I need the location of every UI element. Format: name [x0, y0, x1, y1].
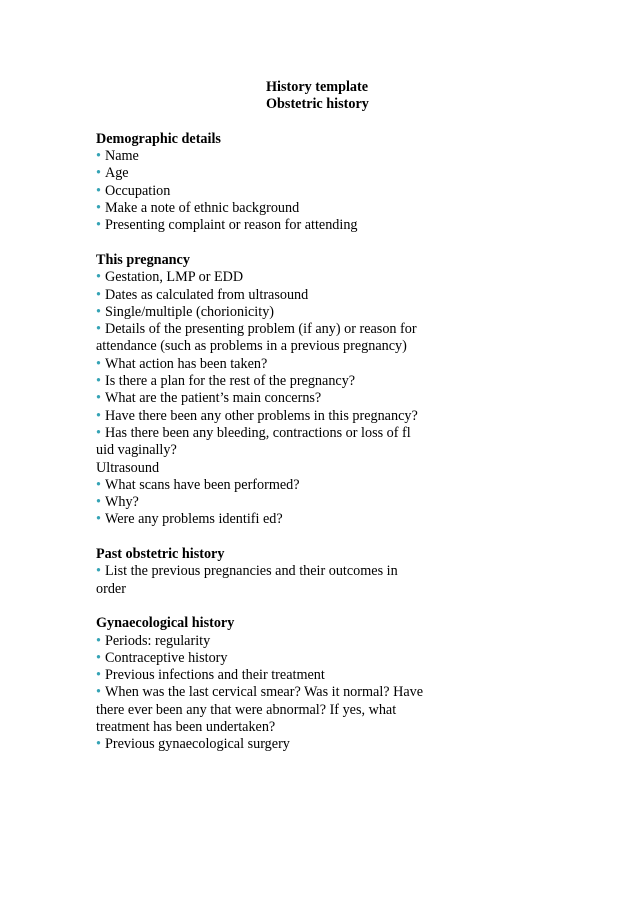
list-item — [96, 356, 426, 373]
bullet-icon: • — [96, 269, 101, 286]
list-item-text: Has there been any bleeding, contractions or loss of fl uid vaginally? — [96, 424, 411, 459]
list-item-text: List the previous pregnancies and their outcomes in order — [96, 563, 398, 597]
bullet-icon: • — [96, 165, 101, 182]
bullet-icon: • — [96, 182, 101, 199]
list-item — [96, 477, 426, 494]
sections-container — [96, 131, 426, 754]
bullet-icon: • — [96, 373, 101, 390]
bullet-icon: • — [96, 217, 101, 234]
section-heading: Gynaecological history — [96, 615, 235, 632]
list-item-text: Name — [104, 148, 139, 165]
bullet-icon: • — [96, 649, 101, 666]
list-item-text: What scans have been performed? — [104, 476, 300, 493]
section-demographic-details — [96, 131, 426, 235]
subheading — [96, 460, 426, 477]
list-item-text: When was the last cervical smear? Was it normal? Have there ever been any that were abnormal? If yes, what treatment has been undertaken? — [96, 684, 424, 735]
bullet-icon: • — [96, 476, 101, 493]
bullet-icon: • — [96, 684, 101, 701]
list-item — [96, 650, 426, 667]
list-item — [96, 148, 426, 165]
bullet-icon: • — [96, 303, 101, 320]
bullet-icon: • — [96, 736, 101, 753]
list-item — [96, 165, 426, 182]
list-item-text: What action has been taken? — [104, 355, 268, 372]
list-item — [96, 736, 426, 753]
list-item — [96, 287, 426, 304]
list-item — [96, 408, 426, 425]
bullet-icon: • — [96, 424, 101, 441]
list-item — [96, 200, 426, 217]
list-item — [96, 390, 426, 407]
list-item — [96, 373, 426, 390]
list-item-text: Age — [104, 165, 129, 182]
list-item-text: Gestation, LMP or EDD — [104, 269, 244, 286]
list-item — [96, 269, 426, 286]
list-item-text: Periods: regularity — [104, 632, 211, 649]
list-item — [96, 217, 426, 234]
bullet-icon: • — [96, 390, 101, 407]
list-item — [96, 183, 426, 200]
section-heading: This pregnancy — [96, 251, 190, 268]
list-item-text: Presenting complaint or reason for attending — [104, 217, 358, 234]
document-title: History template — [266, 79, 369, 95]
bullet-icon: • — [96, 355, 101, 372]
list-item-text: Single/multiple (chorionicity) — [104, 303, 275, 320]
bullet-icon: • — [96, 563, 101, 580]
list-item-text: Details of the presenting problem (if any) or reason for attendance (such as problems in a previous pregnancy) — [96, 321, 417, 355]
list-item-text: Have there been any other problems in this pregnancy? — [104, 407, 418, 424]
bullet-icon: • — [96, 511, 101, 528]
bullet-icon: • — [96, 407, 101, 424]
list-item-text: Dates as calculated from ultrasound — [104, 286, 309, 303]
list-item — [96, 425, 426, 460]
bullet-icon: • — [96, 286, 101, 303]
list-item — [96, 494, 426, 511]
list-item — [96, 667, 426, 684]
section-heading: Demographic details — [96, 130, 221, 147]
list-item — [96, 511, 426, 528]
bullet-icon: • — [96, 494, 101, 511]
section-this-pregnancy — [96, 252, 426, 529]
document-subtitle: Obstetric history — [266, 96, 369, 113]
bullet-icon: • — [96, 321, 101, 338]
list-item-text: Previous infections and their treatment — [104, 667, 325, 684]
list-item-text: Occupation — [104, 182, 171, 199]
bullet-icon: • — [96, 632, 101, 649]
list-item-text: Why? — [104, 494, 139, 511]
bullet-icon: • — [96, 148, 101, 165]
section-gynaecological-history — [96, 615, 426, 753]
list-item — [96, 633, 426, 650]
list-item-text: Previous gynaecological surgery — [104, 736, 290, 753]
section-heading: Past obstetric history — [96, 546, 225, 563]
title-block — [266, 79, 426, 114]
list-item-text: Is there a plan for the rest of the pregnancy? — [104, 373, 356, 390]
list-item-text: Were any problems identifi ed? — [104, 511, 283, 528]
list-item-text: Ultrasound — [96, 459, 160, 476]
list-item-text: Contraceptive history — [104, 649, 228, 666]
list-item — [96, 563, 426, 598]
list-item — [96, 321, 426, 356]
bullet-icon: • — [96, 667, 101, 684]
list-item — [96, 684, 426, 736]
list-item-text: What are the patient’s main concerns? — [104, 390, 322, 407]
list-item — [96, 304, 426, 321]
list-item-text: Make a note of ethnic background — [104, 200, 300, 217]
section-past-obstetric-history — [96, 546, 426, 598]
document-body — [96, 79, 426, 754]
bullet-icon: • — [96, 200, 101, 217]
